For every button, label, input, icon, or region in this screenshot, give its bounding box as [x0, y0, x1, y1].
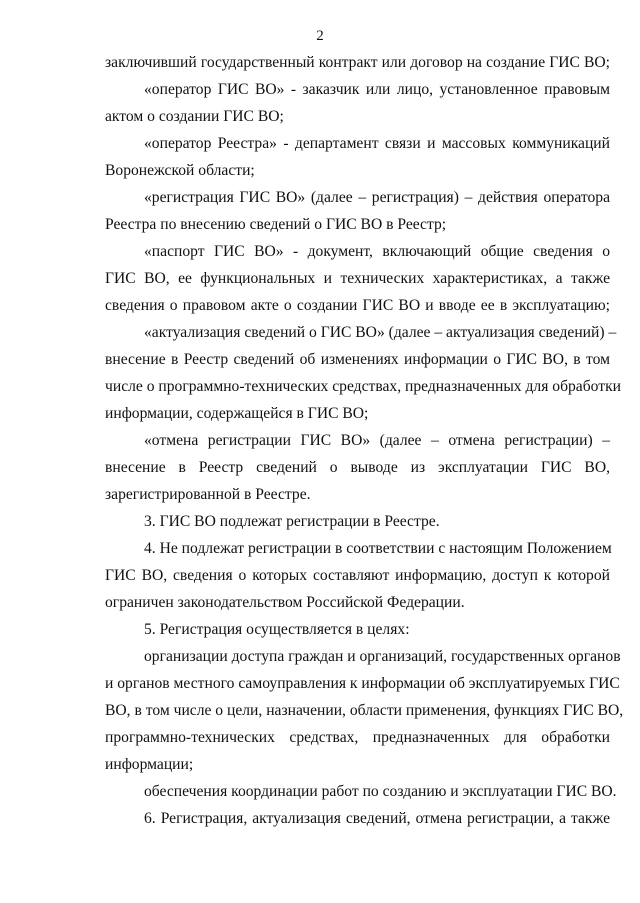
- text-line: ГИС ВО, ее функциональных и технических характеристиках, а также: [105, 270, 610, 287]
- text-line: ВО, в том числе о цели, назначении, области применения, функциях ГИС ВО,: [105, 702, 624, 719]
- text-line: программно-технических средствах, предназначенных для обработки: [105, 729, 610, 746]
- text-line: «актуализация сведений о ГИС ВО» (далее – актуализация сведений) –: [144, 324, 617, 341]
- text-line: «отмена регистрации ГИС ВО» (далее – отмена регистрации) –: [144, 432, 610, 449]
- text-line: «оператор ГИС ВО» - заказчик или лицо, установленное правовым: [144, 81, 610, 98]
- text-line: информации, содержащейся в ГИС ВО;: [105, 405, 369, 422]
- text-line: заключивший государственный контракт или договор на создание ГИС ВО;: [105, 54, 610, 71]
- page-number: 2: [316, 28, 324, 44]
- text-line: внесение в Реестр сведений о выводе из эксплуатации ГИС ВО,: [105, 459, 610, 476]
- text-line: зарегистрированной в Реестре.: [105, 486, 311, 503]
- text-line: ГИС ВО, сведения о которых составляют информацию, доступ к которой: [105, 567, 610, 584]
- text-line: Воронежской области;: [105, 162, 255, 179]
- text-line: информации;: [105, 756, 194, 773]
- text-line: 3. ГИС ВО подлежат регистрации в Реестре.: [144, 513, 440, 530]
- text-line: числе о программно-технических средствах, предназначенных для обработки: [105, 378, 621, 395]
- text-line: внесение в Реестр сведений об изменениях информации о ГИС ВО, в том: [105, 351, 610, 368]
- text-line: организации доступа граждан и организаций, государственных органов: [144, 648, 621, 665]
- text-line: «регистрация ГИС ВО» (далее – регистрация) – действия оператора: [144, 189, 610, 206]
- text-line: «паспорт ГИС ВО» - документ, включающий общие сведения о: [144, 243, 610, 260]
- text-line: 6. Регистрация, актуализация сведений, отмена регистрации, а также: [144, 810, 610, 827]
- text-line: ограничен законодательством Российской Федерации.: [105, 594, 465, 611]
- text-line: актом о создании ГИС ВО;: [105, 108, 284, 125]
- text-line: обеспечения координации работ по созданию и эксплуатации ГИС ВО.: [144, 783, 617, 800]
- text-line: и органов местного самоуправления к информации об эксплуатируемых ГИС: [105, 675, 620, 692]
- text-line: Реестра по внесению сведений о ГИС ВО в Реестр;: [105, 216, 447, 233]
- text-line: 5. Регистрация осуществляется в целях:: [144, 621, 410, 638]
- text-line: сведения о правовом акте о создании ГИС ВО и вводе ее в эксплуатацию;: [105, 297, 610, 314]
- text-line: 4. Не подлежат регистрации в соответствии с настоящим Положением: [144, 540, 612, 557]
- text-line: «оператор Реестра» - департамент связи и массовых коммуникаций: [144, 135, 610, 152]
